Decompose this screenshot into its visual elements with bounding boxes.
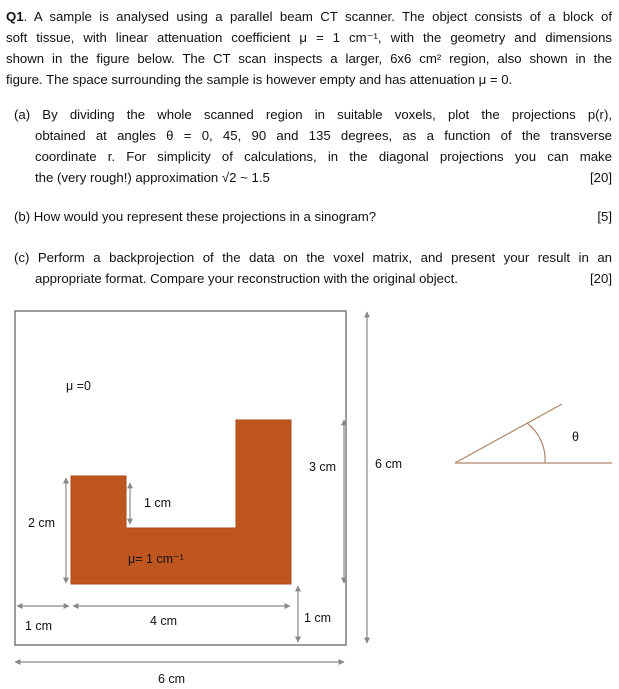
part-c-marks: [20] bbox=[590, 271, 612, 286]
part-a-line-2: obtained at angles θ = 0, 45, 90 and 135 degrees, as a function of the transverse bbox=[35, 128, 612, 143]
label-4cm: 4 cm bbox=[150, 614, 178, 628]
part-b-marks: [5] bbox=[597, 209, 612, 224]
label-1cm-right: 1 cm bbox=[304, 611, 332, 625]
label-3cm: 3 cm bbox=[309, 460, 337, 474]
part-b-line: (b) How would you represent these projections in a sinogram? [5] bbox=[14, 206, 612, 227]
mu-object-label: μ= 1 cm⁻¹ bbox=[128, 552, 184, 566]
intro-line-2: soft tissue, with linear attenuation coefficient μ = 1 cm⁻¹, with the geometry and dimensions bbox=[6, 30, 612, 45]
intro-line-3: shown in the figure below. The CT scan inspects a larger, 6x6 cm² region, also shown in the bbox=[6, 51, 612, 66]
part-c-line-2: appropriate format. Compare your reconstruction with the original object. [20] bbox=[14, 268, 612, 289]
theta-label: θ bbox=[572, 430, 579, 444]
label-6cm-bottom: 6 cm bbox=[158, 672, 186, 686]
angle-ray bbox=[455, 404, 562, 463]
label-6cm-right: 6 cm bbox=[375, 457, 403, 471]
scan-region-frame bbox=[15, 311, 346, 645]
part-c-line-1: (c) Perform a backprojection of the data on the voxel matrix, and present your result in an bbox=[14, 250, 612, 265]
part-a-line-4: the (very rough!) approximation √2 ~ 1.5 [20] bbox=[14, 167, 612, 188]
label-1cm-left: 1 cm bbox=[25, 619, 53, 633]
mu-outside-label: μ =0 bbox=[66, 379, 91, 393]
intro-line-1: Q1. A sample is analysed using a parallel beam CT scanner. The object consists of a block of bbox=[6, 9, 612, 24]
label-1cm-inner: 1 cm bbox=[144, 496, 172, 510]
label-2cm: 2 cm bbox=[28, 516, 56, 530]
part-a-line-1: (a) By dividing the whole scanned region in suitable voxels, plot the projections p(r), bbox=[14, 107, 612, 122]
part-a-line-3: coordinate r. For simplicity of calculations, in the diagonal projections you can make bbox=[35, 149, 612, 164]
part-a-marks: [20] bbox=[590, 170, 612, 185]
angle-arc bbox=[527, 423, 545, 463]
question-number: Q1 bbox=[6, 9, 24, 24]
intro-line-4: figure. The space surrounding the sample is however empty and has attenuation μ = 0. bbox=[6, 72, 513, 87]
